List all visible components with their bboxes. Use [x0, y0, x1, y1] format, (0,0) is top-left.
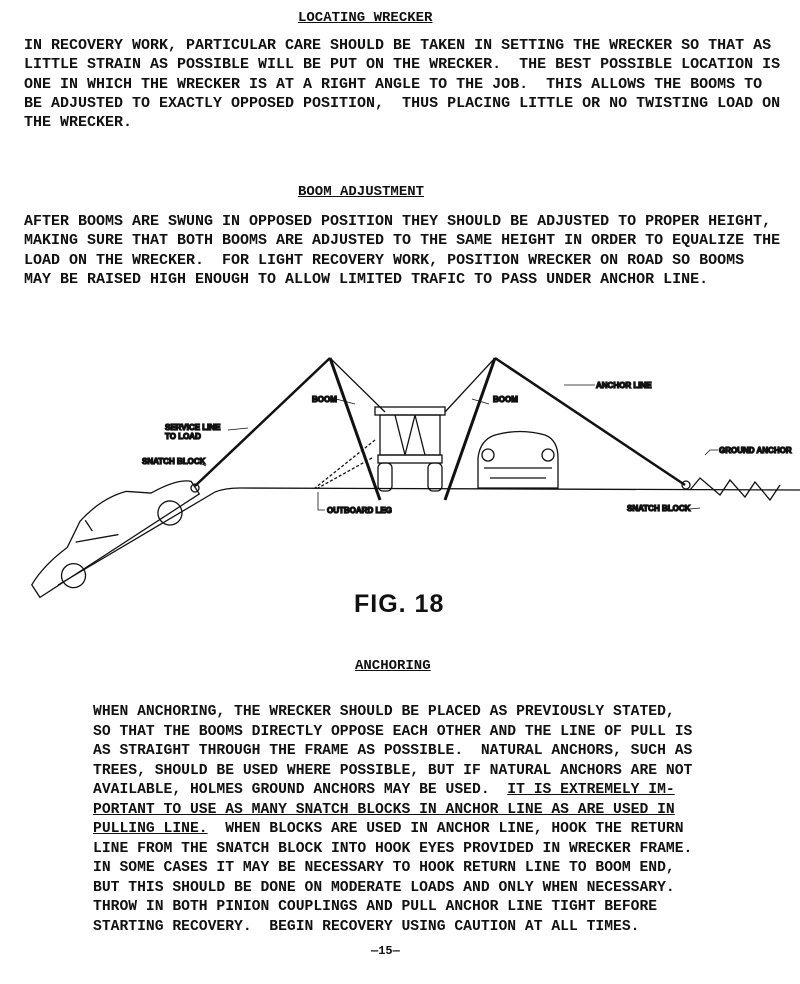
boom-right	[445, 358, 495, 500]
text-line: BE ADJUSTED TO EXACTLY OPPOSED POSITION, THUS PLACING LITTLE OR NO TWISTING LOAD ON	[24, 94, 781, 112]
grille	[484, 468, 552, 478]
heading-anchoring: ANCHORING	[355, 658, 431, 674]
text-segment: AVAILABLE, HOLMES GROUND ANCHORS MAY BE USED.	[93, 782, 508, 798]
leader-lines	[200, 385, 718, 510]
text-line: MAKING SURE THAT BOTH BOOMS ARE ADJUSTED TO THE SAME HEIGHT IN ORDER TO EQUALIZE THE	[24, 232, 781, 250]
underlined-emphasis: IT IS EXTREMELY IM-	[507, 782, 675, 798]
label-snatch-block-left: SNATCH BLOCK	[142, 457, 206, 466]
text-line	[93, 781, 743, 801]
text-segment: WHEN BLOCKS ARE USED IN ANCHOR LINE, HOOK THE RETURN	[207, 821, 684, 837]
text-line: AS STRAIGHT THROUGH THE FRAME AS POSSIBLE. NATURAL ANCHORS, SUCH AS	[93, 743, 693, 759]
text-line: MAY BE RAISED HIGH ENOUGH TO ALLOW LIMITED TRAFIC TO PASS UNDER ANCHOR LINE.	[24, 270, 709, 288]
figure-caption: FIG. 18	[354, 590, 445, 618]
text-line: LINE FROM THE SNATCH BLOCK INTO HOOK EYES PROVIDED IN WRECKER FRAME.	[93, 840, 693, 857]
boom-left	[330, 358, 380, 500]
label-boom-right: BOOM	[493, 395, 518, 404]
service-line	[195, 358, 330, 486]
wheel	[378, 463, 392, 491]
text-line: LOAD ON THE WRECKER. FOR LIGHT RECOVERY WORK, POSITION WRECKER ON ROAD SO BOOMS	[24, 251, 745, 269]
headlight	[542, 449, 554, 461]
wheel	[428, 463, 442, 491]
label-to-load: TO LOAD	[165, 432, 201, 441]
ground-anchor	[690, 478, 780, 500]
heading-locating-wrecker: LOCATING WRECKER	[298, 10, 433, 26]
text-line: STARTING RECOVERY. BEGIN RECOVERY USING CAUTION AT ALL TIMES.	[93, 918, 640, 935]
label-snatch-block-right: SNATCH BLOCK	[627, 504, 691, 513]
label-anchor-line: ANCHOR LINE	[596, 381, 652, 390]
text-line: THE WRECKER.	[24, 114, 133, 132]
wrecker-recovery-diagram	[0, 340, 800, 600]
text-line: TREES, SHOULD BE USED WHERE POSSIBLE, BUT IF NATURAL ANCHORS ARE NOT	[93, 762, 693, 779]
text-line: WHEN ANCHORING, THE WRECKER SHOULD BE PLACED AS PREVIOUSLY STATED,	[93, 704, 675, 720]
wrecker-frame-top	[375, 407, 445, 415]
label-ground-anchor: GROUND ANCHOR	[719, 446, 792, 455]
headlight	[482, 449, 494, 461]
text-line: BUT THIS SHOULD BE DONE ON MODERATE LOADS AND ONLY WHEN NECESSARY.	[93, 879, 675, 896]
underlined-emphasis: PORTANT TO USE AS MANY SNATCH BLOCKS IN ANCHOR LINE AS ARE USED IN	[93, 801, 675, 818]
text-line: LITTLE STRAIN AS POSSIBLE WILL BE PUT ON THE WRECKER. THE BEST POSSIBLE LOCATION IS	[24, 56, 781, 74]
wrecker-chassis	[378, 455, 442, 463]
label-boom-left: BOOM	[312, 395, 337, 404]
text-line: ONE IN WHICH THE WRECKER IS AT A RIGHT ANGLE TO THE JOB. THIS ALLOWS THE BOOMS TO	[24, 75, 763, 93]
towed-car	[15, 455, 206, 600]
text-line: AFTER BOOMS ARE SWUNG IN OPPOSED POSITION THEY SHOULD BE ADJUSTED TO PROPER HEIGHT,	[24, 213, 772, 230]
text-line: IN RECOVERY WORK, PARTICULAR CARE SHOULD BE TAKEN IN SETTING THE WRECKER SO THAT AS	[24, 37, 772, 54]
text-line: THROW IN BOTH PINION COUPLINGS AND PULL ANCHOR LINE TIGHT BEFORE	[93, 899, 658, 915]
label-outboard-leg: OUTBOARD LEG	[327, 506, 392, 515]
paragraph-locating-wrecker	[24, 36, 784, 132]
paragraph-anchoring	[93, 703, 743, 937]
text-line: SO THAT THE BOOMS DIRECTLY OPPOSE EACH OTHER AND THE LINE OF PULL IS	[93, 723, 693, 740]
frame-brace	[395, 415, 425, 455]
text-line: IN SOME CASES IT MAY BE NECESSARY TO HOOK RETURN LINE TO BOOM END,	[93, 860, 675, 876]
text-line	[93, 820, 743, 840]
anchor-line	[495, 358, 685, 485]
heading-boom-adjustment: BOOM ADJUSTMENT	[298, 184, 425, 200]
label-service-line: SERVICE LINE	[165, 423, 221, 432]
underlined-emphasis: PULLING LINE.	[93, 821, 208, 837]
paragraph-boom-adjustment	[24, 212, 784, 289]
page-number: —15—	[371, 944, 400, 958]
front-view-car	[478, 432, 558, 489]
